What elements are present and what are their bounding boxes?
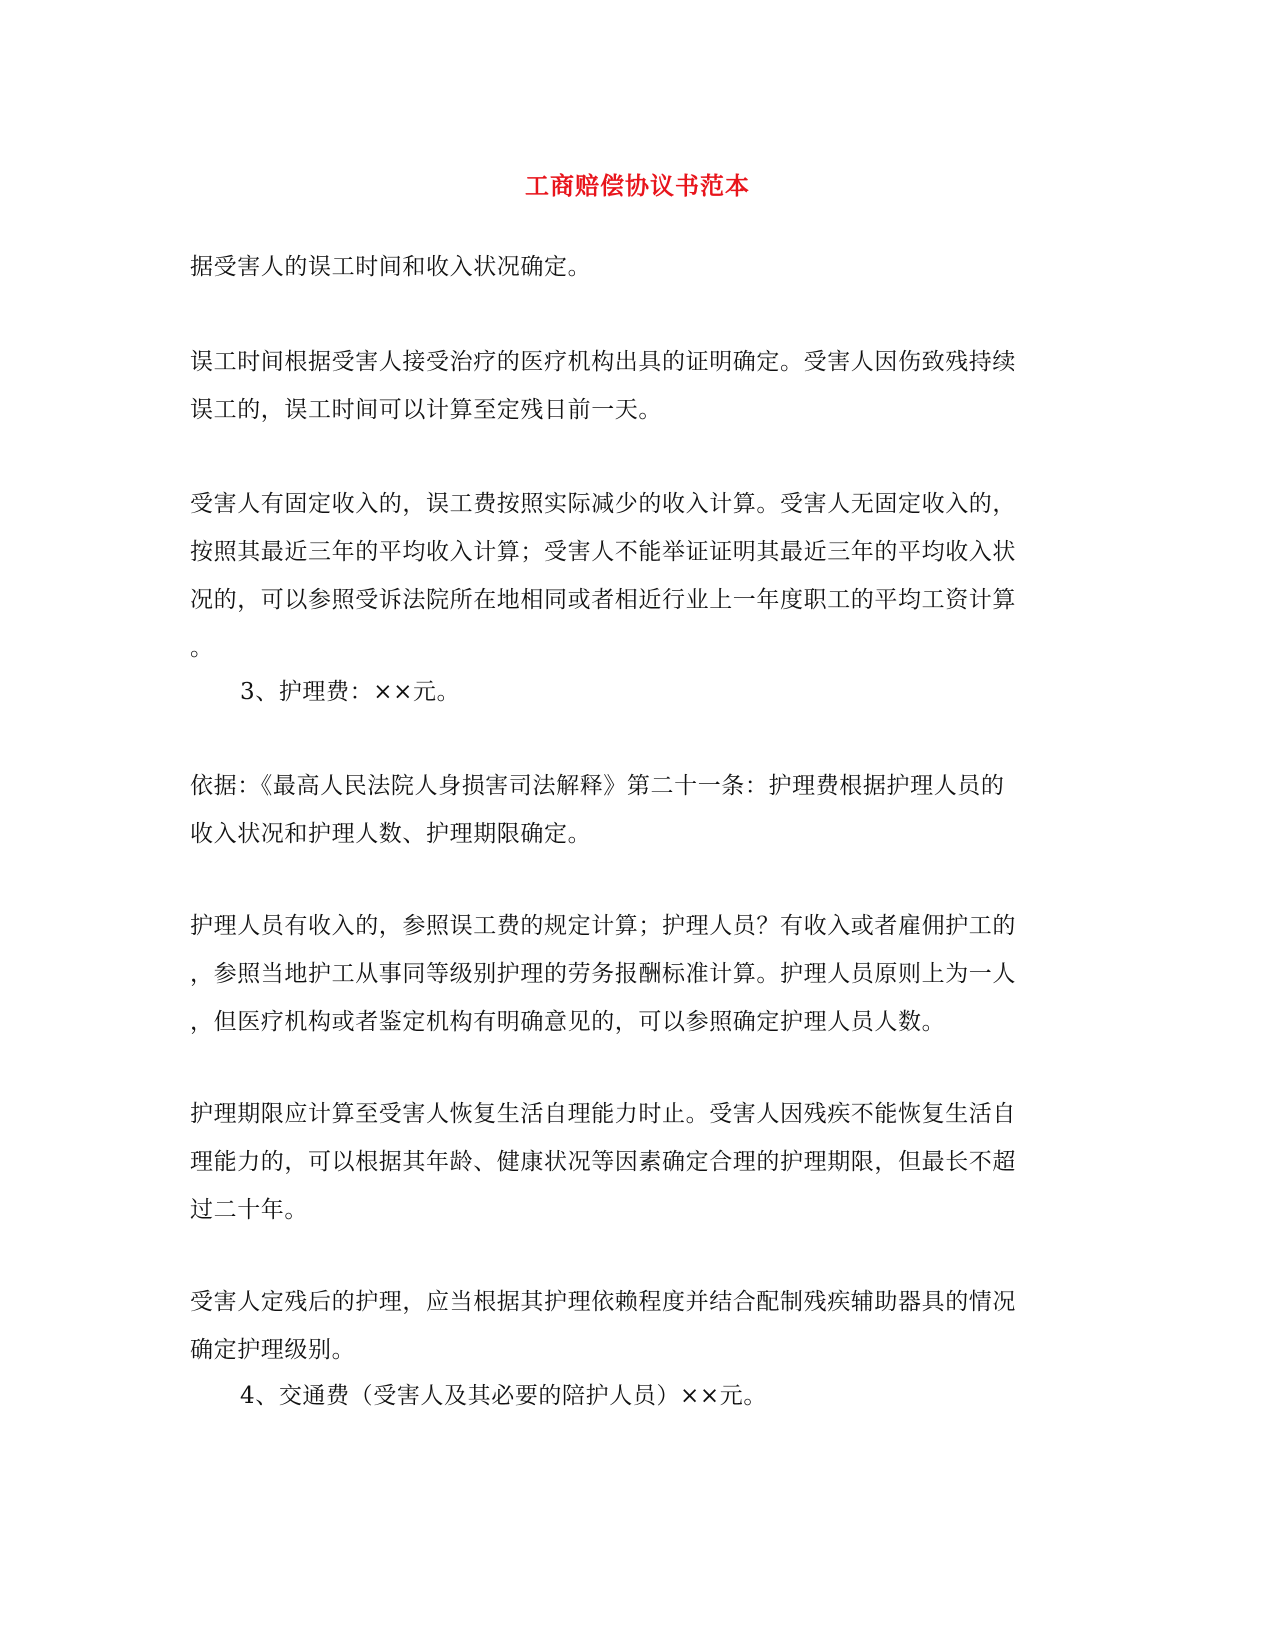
paragraph-7 [190,1278,1070,1374]
paragraph-line: 确定护理级别。 [190,1337,356,1363]
paragraph-line: ，参照当地护工从事同等级别护理的劳务报酬标准计算。护理人员原则上为一人 [190,961,1016,987]
paragraph-line: 受害人定残后的护理，应当根据其护理依赖程度并结合配制残疾辅助器具的情况 [190,1289,1016,1315]
paragraph-line: ，但医疗机构或者鉴定机构有明确意见的，可以参照确定护理人员人数。 [190,1009,946,1035]
section-4-heading [240,1372,1120,1420]
paragraph-line: 依据：《最高人民法院人身损害司法解释》第二十一条：护理费根据护理人员的 [190,773,1005,799]
paragraph-line: 误工的，误工时间可以计算至定残日前一天。 [190,397,662,423]
paragraph-4 [190,762,1070,858]
paragraph-1 [190,243,1070,291]
paragraph-line: 4、交通费（受害人及其必要的陪护人员）××元。 [240,1383,767,1409]
paragraph-line: 收入状况和护理人数、护理期限确定。 [190,821,592,847]
paragraph-line: 护理人员有收入的，参照误工费的规定计算；护理人员？有收入或者雇佣护工的 [190,913,1016,939]
paragraph-line: 按照其最近三年的平均收入计算；受害人不能举证证明其最近三年的平均收入状 [190,539,1016,565]
paragraph-line: 据受害人的误工时间和收入状况确定。 [190,254,592,280]
paragraph-line: 理能力的，可以根据其年龄、健康状况等因素确定合理的护理期限，但最长不超 [190,1149,1016,1175]
section-3-heading [240,668,1120,716]
paragraph-line: 受害人有固定收入的，误工费按照实际减少的收入计算。受害人无固定收入的， [190,491,1016,517]
paragraph-line: 误工时间根据受害人接受治疗的医疗机构出具的证明确定。受害人因伤致残持续 [190,349,1016,375]
paragraph-line: 。 [190,635,214,661]
paragraph-line: 过二十年。 [190,1197,308,1223]
paragraph-line: 3、护理费：××元。 [240,679,461,705]
paragraph-5 [190,902,1070,1046]
document-title: 工商赔偿协议书范本 [525,171,750,200]
paragraph-6 [190,1090,1070,1234]
paragraph-line: 况的，可以参照受诉法院所在地相同或者相近行业上一年度职工的平均工资计算 [190,587,1016,613]
paragraph-2 [190,338,1070,434]
paragraph-3 [190,480,1070,672]
paragraph-line: 护理期限应计算至受害人恢复生活自理能力时止。受害人因残疾不能恢复生活自 [190,1101,1016,1127]
